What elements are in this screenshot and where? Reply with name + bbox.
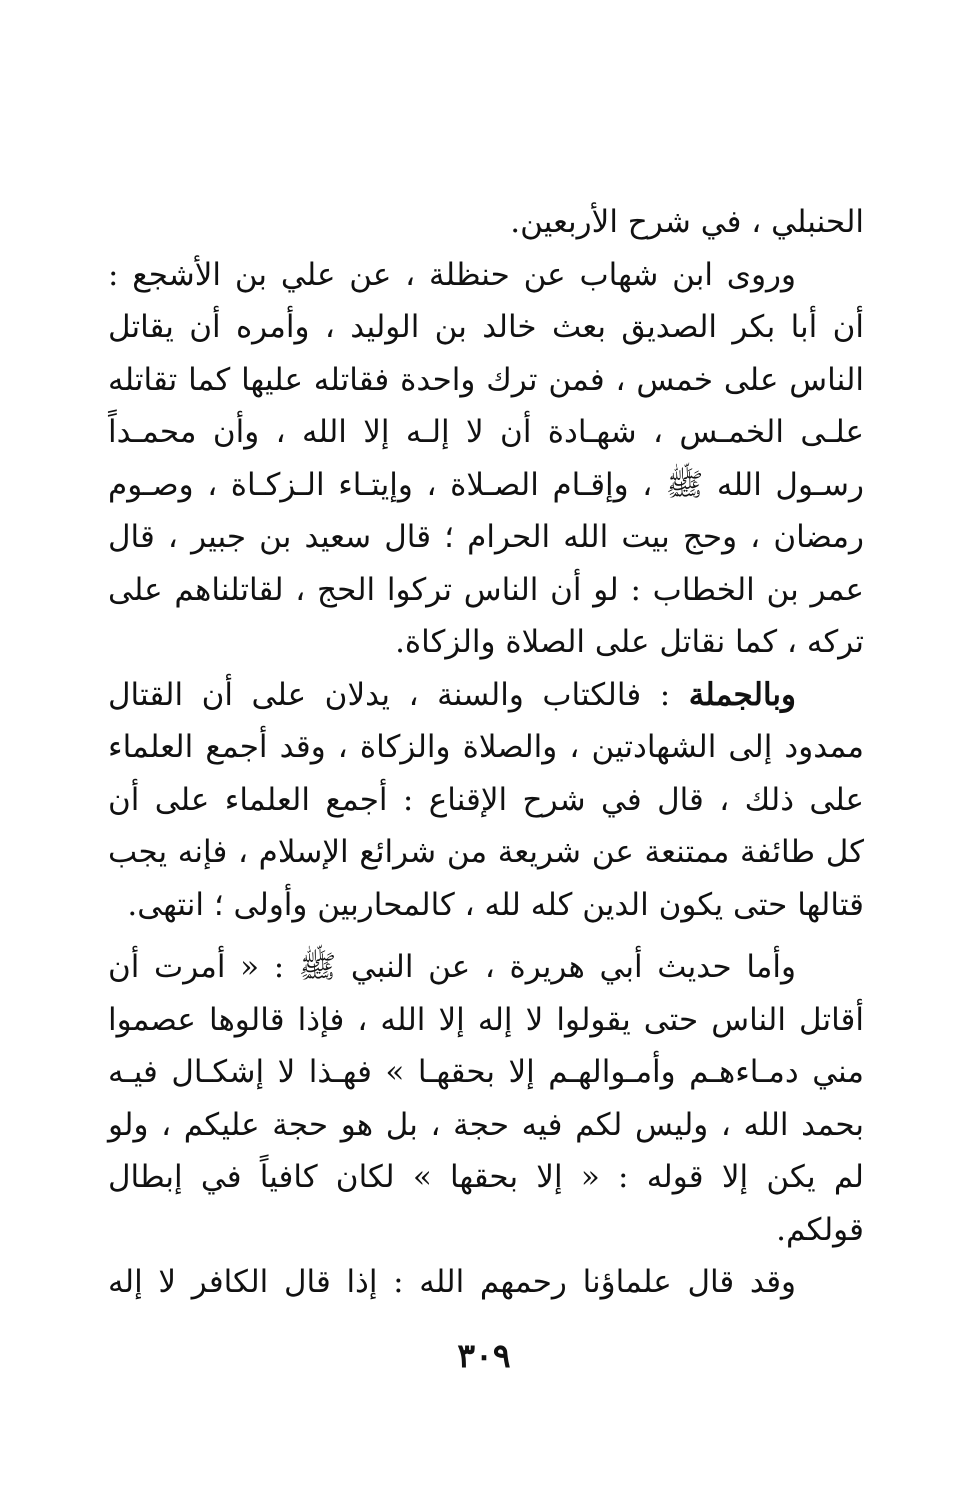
- text-line: رسـول الله ﷺ ، وإقـام الصـلاة ، وإيتـاء الـزكـاة ، وصـوم: [108, 466, 864, 503]
- lead-word: وبالجملة: [688, 676, 796, 713]
- paragraph-4: [108, 941, 864, 1256]
- text-line: وروى ابن شهاب عن حنظلة ، عن علي بن الأشجع :: [108, 256, 796, 293]
- paragraph-2: [108, 249, 864, 669]
- text-line: [108, 669, 864, 722]
- text-line: الحنبلي ، في شرح الأربعين.: [510, 204, 864, 240]
- text-line: ممدود إلى الشهادتين ، والصلاة والزكاة ، وقد أجمع العلماء: [108, 729, 864, 765]
- text-line: قولكم.: [776, 1211, 864, 1248]
- text-line: الناس على خمس ، فمن ترك واحدة فقاتله عليها كما تقاتله: [108, 361, 864, 398]
- text-line: وأما حديث أبي هريرة ، عن النبي ﷺ : « أمرت أن: [108, 949, 796, 985]
- text-line: وقد قال علماؤنا رحمهم الله : إذا قال الكافر لا إله: [108, 1264, 796, 1300]
- page-number: ٣٠٩: [457, 1336, 511, 1375]
- paragraph-1: [108, 196, 864, 249]
- text-line: علـى الخمـس ، شهـادة أن لا إلـه إلا الله ، وأن محمـداً: [108, 414, 864, 450]
- text-line: عمر بن الخطاب : لو أن الناس تركوا الحج ، لقاتلناهم على: [108, 571, 864, 608]
- text-line: كل طائفة ممتنعة عن شريعة من شرائع الإسلام ، فإنه يجب: [108, 834, 864, 870]
- text-line: تركه ، كما نقاتل على الصلاة والزكاة.: [395, 624, 864, 660]
- text-line: أقاتل الناس حتى يقولوا لا إله إلا الله ، فإذا قالوها عصموا: [108, 1001, 864, 1038]
- text-fragment: : فالكتاب والسنة ، يدلان على أن القتال: [108, 676, 689, 713]
- text-line: بحمد الله ، وليس لكم فيه حجة ، بل هو حجة عليكم ، ولو: [108, 1106, 864, 1143]
- text-line: لم يكن إلا قوله : « إلا بحقها » لكان كافياً في إبطال: [108, 1159, 864, 1195]
- text-line: رمضان ، وحج بيت الله الحرام ؛ قال سعيد بن جبير ، قال: [108, 519, 864, 555]
- paragraph-3: [108, 669, 864, 932]
- text-line: قتالها حتى يكون الدين كله لله ، كالمحاربين وأولى ؛ انتهى.: [127, 886, 864, 923]
- paragraph-5: [108, 1256, 864, 1309]
- text-line: مني دمـاءهـم وأمـوالهـم إلا بحقهـا » فهـذا لا إشكـال فيـه: [108, 1054, 864, 1090]
- text-line: أن أبا بكر الصديق بعث خالد بن الوليد ، وأمره أن يقاتل: [108, 309, 864, 345]
- page-body: [108, 196, 864, 1309]
- text-line: على ذلك ، قال في شرح الإقناع : أجمع العلماء على أن: [108, 781, 864, 818]
